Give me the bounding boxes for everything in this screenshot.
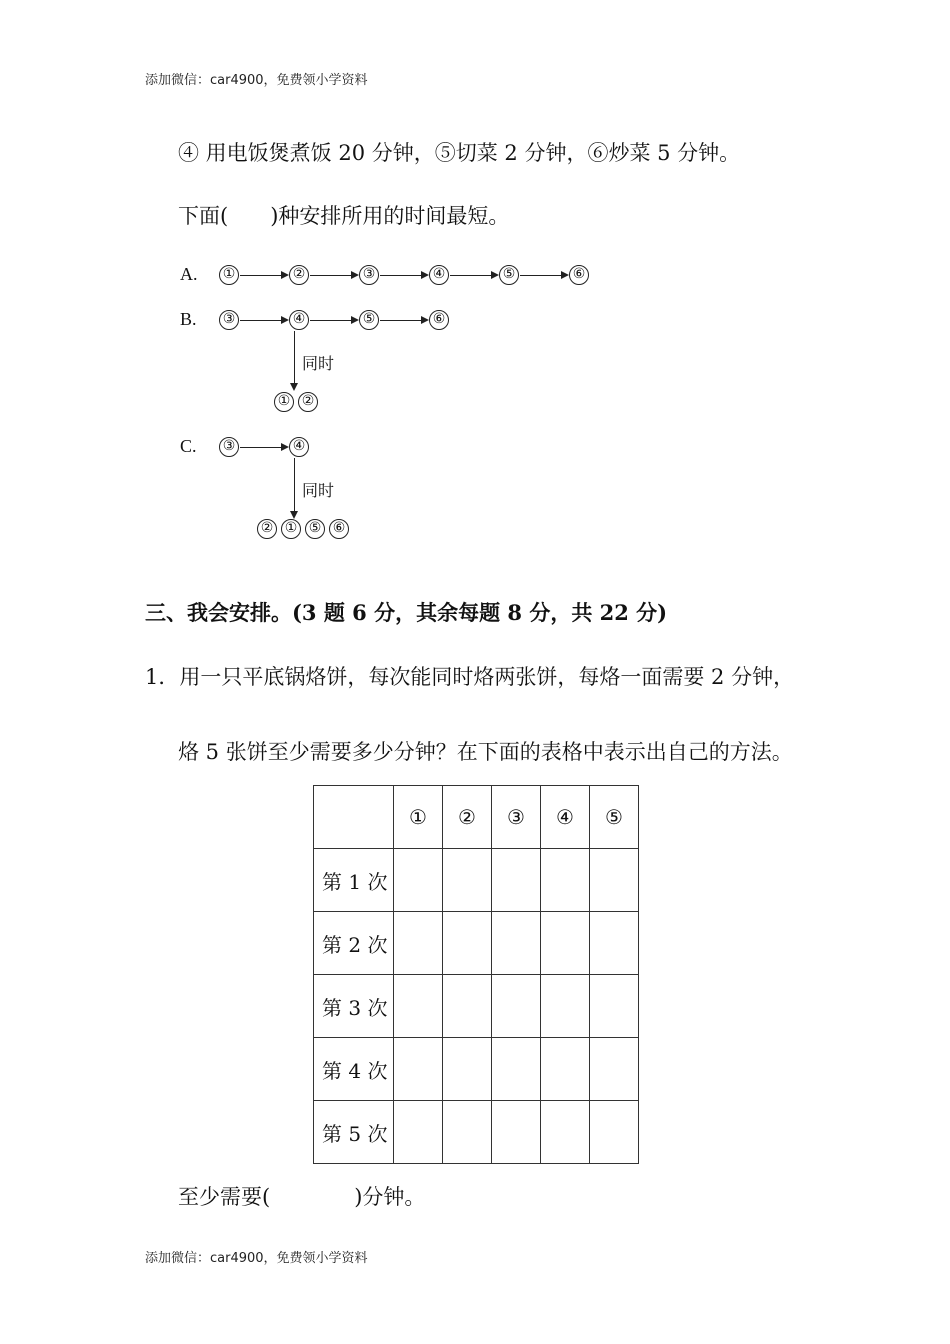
table-cell[interactable] bbox=[443, 1038, 492, 1101]
table-cell[interactable] bbox=[394, 912, 443, 975]
page-footer: 添加微信：car4900，免费领小学资料 bbox=[145, 1251, 368, 1266]
option-b-label: B. bbox=[180, 309, 197, 329]
arrow-icon bbox=[520, 275, 567, 276]
down-arrow-icon bbox=[294, 331, 295, 389]
table-cell[interactable] bbox=[590, 1038, 639, 1101]
arrow-icon bbox=[240, 447, 287, 448]
option-a-step: ⑤ bbox=[499, 265, 519, 285]
down-arrow-icon bbox=[294, 458, 295, 517]
table-cell[interactable] bbox=[492, 975, 541, 1038]
table-cell[interactable] bbox=[590, 849, 639, 912]
table-cell[interactable] bbox=[394, 849, 443, 912]
option-c-label: C. bbox=[180, 436, 197, 456]
table-cell[interactable] bbox=[541, 849, 590, 912]
table-cell[interactable] bbox=[492, 1101, 541, 1164]
table-row bbox=[314, 1101, 639, 1164]
table-cell[interactable] bbox=[590, 912, 639, 975]
table-header-row bbox=[314, 786, 639, 849]
table-row-label: 第 4 次 bbox=[314, 1038, 394, 1101]
table-row bbox=[314, 975, 639, 1038]
option-c-step: ④ bbox=[289, 437, 309, 457]
option-b-simul-step: ② bbox=[298, 392, 318, 412]
table-row-label: 第 3 次 bbox=[314, 975, 394, 1038]
table-cell[interactable] bbox=[492, 849, 541, 912]
option-c-step: ③ bbox=[219, 437, 239, 457]
problem-1-line-2: 烙 5 张饼至少需要多少分钟？在下面的表格中表示出自己的方法。 bbox=[178, 740, 793, 764]
arrow-icon bbox=[380, 320, 427, 321]
table-row bbox=[314, 849, 639, 912]
table-cell[interactable] bbox=[590, 1101, 639, 1164]
table-header-cell: ⑤ bbox=[590, 786, 639, 849]
option-c-simul-step: ① bbox=[281, 519, 301, 539]
page-header: 添加微信：car4900，免费领小学资料 bbox=[145, 73, 368, 88]
table-cell[interactable] bbox=[590, 975, 639, 1038]
step-description: ④ 用电饭煲煮饭 20 分钟，⑤切菜 2 分钟，⑥炒菜 5 分钟。 bbox=[178, 141, 741, 165]
table-row bbox=[314, 912, 639, 975]
option-a-step: ⑥ bbox=[569, 265, 589, 285]
table-row-label: 第 2 次 bbox=[314, 912, 394, 975]
arrow-icon bbox=[380, 275, 427, 276]
table-cell[interactable] bbox=[443, 912, 492, 975]
table-header-cell: ④ bbox=[541, 786, 590, 849]
option-a-step: ③ bbox=[359, 265, 379, 285]
table-header-cell: ② bbox=[443, 786, 492, 849]
arrow-icon bbox=[240, 320, 287, 321]
option-b-step: ④ bbox=[289, 310, 309, 330]
option-c-simul-step: ② bbox=[257, 519, 277, 539]
table-cell[interactable] bbox=[541, 912, 590, 975]
table-header-cell: ① bbox=[394, 786, 443, 849]
pancake-table bbox=[313, 785, 639, 1164]
question-text: 下面( )种安排所用的时间最短。 bbox=[178, 204, 510, 228]
table-cell[interactable] bbox=[394, 1101, 443, 1164]
arrow-icon bbox=[450, 275, 497, 276]
option-a-label: A. bbox=[180, 264, 198, 284]
table-corner-cell bbox=[314, 786, 394, 849]
table-row-label: 第 5 次 bbox=[314, 1101, 394, 1164]
table-cell[interactable] bbox=[443, 849, 492, 912]
table-cell[interactable] bbox=[541, 1101, 590, 1164]
table-cell[interactable] bbox=[541, 975, 590, 1038]
simultaneous-label: 同时 bbox=[302, 354, 335, 373]
table-row-label: 第 1 次 bbox=[314, 849, 394, 912]
problem-1-line-1: 1．用一只平底锅烙饼，每次能同时烙两张饼，每烙一面需要 2 分钟， bbox=[145, 665, 795, 689]
option-c-simul-step: ⑥ bbox=[329, 519, 349, 539]
table-cell[interactable] bbox=[443, 1101, 492, 1164]
option-a-step: ① bbox=[219, 265, 239, 285]
table-cell[interactable] bbox=[492, 912, 541, 975]
table-row bbox=[314, 1038, 639, 1101]
table-cell[interactable] bbox=[443, 975, 492, 1038]
option-b-step: ⑥ bbox=[429, 310, 449, 330]
answer-line: 至少需要( )分钟。 bbox=[178, 1185, 426, 1209]
simultaneous-label: 同时 bbox=[302, 481, 335, 500]
arrow-icon bbox=[310, 320, 357, 321]
table-cell[interactable] bbox=[492, 1038, 541, 1101]
option-a-step: ② bbox=[289, 265, 309, 285]
arrow-icon bbox=[240, 275, 287, 276]
option-b-step: ③ bbox=[219, 310, 239, 330]
option-c-simul-step: ⑤ bbox=[305, 519, 325, 539]
table-header-cell: ③ bbox=[492, 786, 541, 849]
table-cell[interactable] bbox=[394, 975, 443, 1038]
section-title: 三、我会安排。(3 题 6 分，其余每题 8 分，共 22 分) bbox=[145, 600, 668, 625]
arrow-icon bbox=[310, 275, 357, 276]
option-b-simul-step: ① bbox=[274, 392, 294, 412]
table-cell[interactable] bbox=[394, 1038, 443, 1101]
table-cell[interactable] bbox=[541, 1038, 590, 1101]
option-b-step: ⑤ bbox=[359, 310, 379, 330]
option-a-step: ④ bbox=[429, 265, 449, 285]
